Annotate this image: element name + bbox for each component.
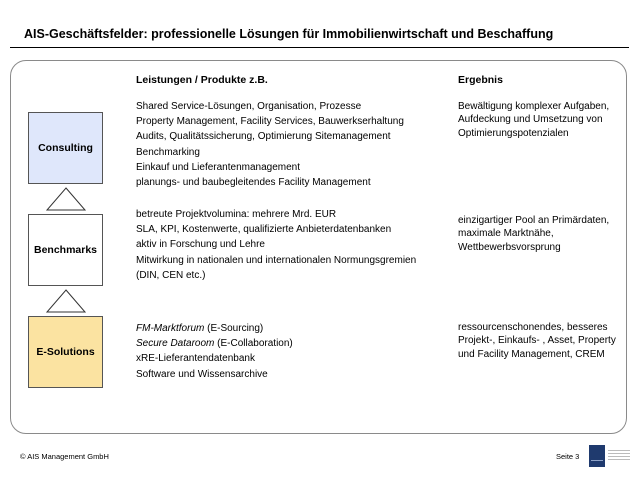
service-item: Audits, Qualitätssicherung, Optimierung Sitemanagement	[136, 131, 391, 143]
esolutions-box	[28, 316, 103, 388]
service-item: aktiv in Forschung und Lehre	[136, 239, 265, 251]
result-heading: Ergebnis	[458, 74, 503, 86]
service-item: betreute Projektvolumina: mehrere Mrd. EUR	[136, 209, 337, 220]
service-item: Mitwirkung in nationalen und internationalen Normungsgremien	[136, 254, 417, 266]
up-triangle-icon	[45, 288, 87, 314]
product-detail: xRE-Lieferantendatenbank	[136, 353, 255, 365]
benchmarks-results	[458, 214, 609, 254]
service-item: (DIN, CEN etc.)	[136, 269, 206, 281]
page-number: Seite 3	[556, 452, 580, 461]
product-name: Secure Dataroom	[136, 338, 215, 350]
consulting-results	[458, 100, 609, 140]
service-item: Benchmarking	[136, 146, 200, 158]
result-line: ressourcenschonendes, besseres	[458, 322, 608, 333]
consulting-box	[28, 112, 103, 184]
product-name: FM-Marktforum	[136, 323, 205, 334]
benchmarks-box	[28, 214, 103, 286]
product-detail: (E-Collaboration)	[214, 338, 293, 350]
service-item	[136, 367, 293, 382]
esolutions-services	[136, 321, 293, 382]
result-line: Wettbewerbsvorsprung	[458, 241, 561, 253]
logo-wordmark	[608, 448, 630, 462]
benchmarks-label: Benchmarks	[33, 244, 98, 256]
esolutions-label: E-Solutions	[36, 346, 95, 358]
result-line: einzigartiger Pool an Primärdaten,	[458, 215, 610, 226]
product-detail: (E-Sourcing)	[204, 323, 264, 334]
copyright-text: © AIS Management GmbH	[20, 452, 109, 461]
service-item: Einkauf und Lieferantenmanagement	[136, 161, 301, 173]
title-divider	[10, 47, 629, 48]
consulting-services	[136, 99, 404, 190]
service-item: SLA, KPI, Kostenwerte, qualifizierte Anbieterdatenbanken	[136, 224, 392, 236]
service-item	[136, 351, 293, 366]
service-item: Shared Service-Lösungen, Organisation, Prozesse	[136, 101, 362, 112]
service-item: Property Management, Facility Services, Bauwerkserhaltung	[136, 116, 404, 128]
up-triangle-icon	[45, 186, 87, 212]
esolutions-results	[458, 321, 616, 361]
result-line: und Facility Management, CREM	[458, 348, 605, 360]
ais-logo-icon	[589, 445, 605, 467]
benchmarks-services	[136, 207, 416, 283]
consulting-label: Consulting	[38, 142, 93, 154]
service-item	[136, 336, 293, 351]
result-line: Bewältigung komplexer Aufgaben,	[458, 101, 610, 112]
result-line: Projekt-, Einkaufs- , Asset, Property	[458, 335, 616, 347]
service-item	[136, 321, 293, 336]
service-item: planungs- und baubegleitendes Facility Management	[136, 177, 371, 189]
result-line: Optimierungspotenzialen	[458, 127, 569, 139]
page-title: AIS-Geschäftsfelder: professionelle Lösungen für Immobilienwirtschaft und Beschaffung	[24, 27, 554, 41]
services-heading: Leistungen / Produkte z.B.	[136, 74, 268, 86]
product-detail: Software und Wissensarchive	[136, 368, 268, 380]
result-line: maximale Marktnähe,	[458, 228, 554, 240]
result-line: Aufdeckung und Umsetzung von	[458, 114, 603, 126]
